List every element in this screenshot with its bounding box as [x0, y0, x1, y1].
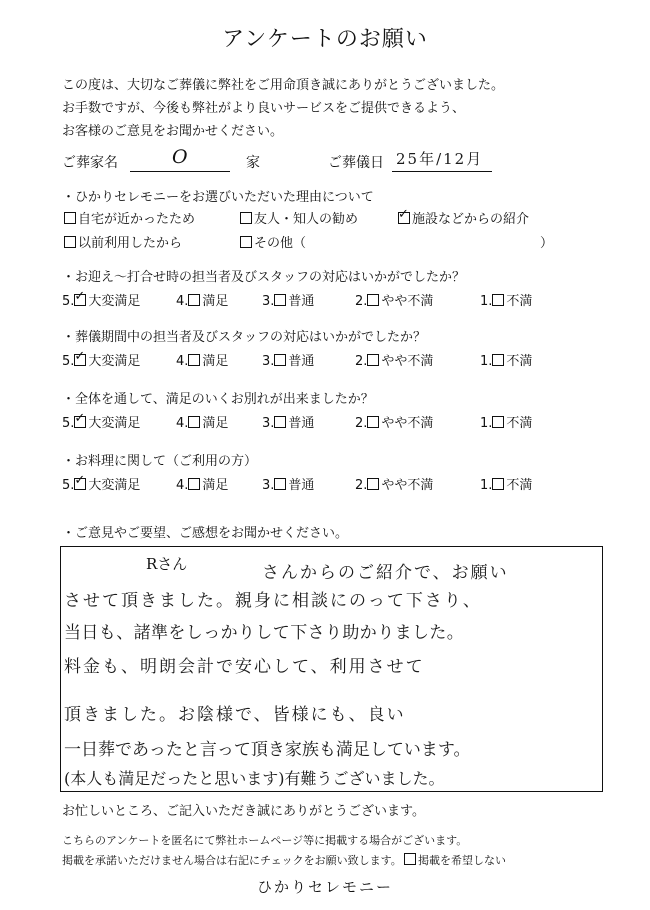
family-name-label: ご葬家名	[62, 155, 118, 171]
family-suffix: 家	[246, 155, 260, 171]
checkbox	[492, 478, 504, 490]
rating-3-option-1[interactable]: 1. 不満	[480, 416, 533, 431]
rating-1-option-1[interactable]: 1. 不満	[480, 294, 533, 309]
checkbox	[188, 294, 200, 306]
family-name-underline	[130, 171, 230, 172]
rating-2-option-4[interactable]: 4. 満足	[176, 354, 229, 369]
comment-line-6: 一日葬であったと言って頂き家族も満足しています。	[64, 740, 471, 760]
checkbox	[64, 212, 76, 224]
rating-1-option-2[interactable]: 2. やや不満	[355, 294, 434, 309]
checkbox	[240, 212, 252, 224]
rating-4-option-5[interactable]: 5.✓ 大変満足	[62, 474, 140, 493]
comment-name: Rさん	[146, 555, 188, 573]
company-name: ひかりセレモニー	[256, 878, 393, 896]
comments-heading: ・ご意見やご要望、ご感想をお聞かせください。	[62, 526, 349, 541]
intro-line-1: この度は、大切なご葬儀に弊社をご用命頂き誠にありがとうございました。	[62, 78, 505, 93]
checkbox	[367, 354, 379, 366]
rating-2-option-5[interactable]: 5.✓ 大変満足	[62, 350, 140, 369]
comment-line-3: 当日も、諸準をしっかりして下さり助かりました。	[64, 623, 465, 643]
checkbox	[188, 416, 200, 428]
comment-line-4: 料金も、明朗会計で安心して、利用させて	[64, 657, 425, 677]
checkbox	[404, 853, 416, 865]
rating-3-option-5[interactable]: 5.✓ 大変満足	[62, 412, 140, 431]
reason-other-close: ）	[540, 236, 554, 251]
checkbox	[367, 416, 379, 428]
checkbox-checked	[74, 416, 86, 428]
checkbox-checked	[74, 478, 86, 490]
page-title: アンケートのお願い	[222, 27, 428, 52]
checkbox	[367, 294, 379, 306]
reason-heading: ・ひかりセレモニーをお選びいただいた理由について	[62, 190, 374, 205]
checkbox-checked	[74, 354, 86, 366]
no-publish-option[interactable]: 掲載を希望しない	[404, 852, 506, 868]
rating-4-option-4[interactable]: 4. 満足	[176, 478, 229, 493]
checkbox	[274, 416, 286, 428]
comment-line-2: させて頂きました。親身に相談にのって下さり、	[64, 591, 482, 611]
rating-3-option-3[interactable]: 3. 普通	[262, 416, 315, 431]
rating-2-option-1[interactable]: 1. 不満	[480, 354, 533, 369]
notice-line-1: こちらのアンケートを匿名にて弊社ホームページ等に掲載する場合がございます。	[62, 834, 468, 847]
reason-option-near-home[interactable]: 自宅が近かったため	[64, 208, 195, 227]
checkbox-checked	[74, 294, 86, 306]
checkbox	[274, 354, 286, 366]
rating-1-option-5[interactable]: 5.✓ 大変満足	[62, 290, 140, 309]
family-name-value: O	[172, 146, 188, 168]
checkbox	[274, 294, 286, 306]
checkbox	[492, 416, 504, 428]
funeral-date-value: 25年/12月	[396, 150, 484, 168]
comment-line-5: 頂きました。お陰様で、皆様にも、良い	[64, 705, 406, 725]
notice-line-2: 掲載を承諾いただけません場合は右記にチェックをお願い致します。	[62, 854, 402, 867]
funeral-date-underline	[392, 171, 492, 172]
comment-line-1: さんからのご紹介で、お願い	[262, 563, 509, 583]
intro-line-2: お手数ですが、今後も弊社がより良いサービスをご提供できるよう、	[62, 101, 466, 116]
checkbox-checked	[398, 212, 410, 224]
checkbox	[492, 294, 504, 306]
funeral-date-label: ご葬儀日	[328, 155, 384, 171]
rating-1-option-4[interactable]: 4. 満足	[176, 294, 229, 309]
reason-option-friend[interactable]: 友人・知人の勧め	[240, 208, 358, 227]
checkbox	[64, 236, 76, 248]
checkbox	[367, 478, 379, 490]
checkbox	[240, 236, 252, 248]
checkbox	[188, 478, 200, 490]
checkbox	[492, 354, 504, 366]
rating-3-option-2[interactable]: 2. やや不満	[355, 416, 434, 431]
checkbox	[274, 478, 286, 490]
reason-option-used-before[interactable]: 以前利用したから	[64, 232, 182, 251]
rating-2-option-3[interactable]: 3. 普通	[262, 354, 315, 369]
rating-question-4: ・お料理に関して（ご利用の方）	[62, 454, 258, 469]
rating-question-1: ・お迎え～打合せ時の担当者及びスタッフの対応はいかがでしたか？	[62, 270, 466, 285]
rating-1-option-3[interactable]: 3. 普通	[262, 294, 315, 309]
comment-line-7: (本人も満足だったと思います)有難うございました。	[64, 769, 445, 788]
rating-2-option-2[interactable]: 2. やや不満	[355, 354, 434, 369]
rating-4-option-3[interactable]: 3. 普通	[262, 478, 315, 493]
reason-option-other[interactable]: その他（	[240, 232, 306, 251]
rating-3-option-4[interactable]: 4. 満足	[176, 416, 229, 431]
checkbox	[188, 354, 200, 366]
rating-question-3: ・全体を通して、満足のいくお別れが出来ましたか？	[62, 392, 374, 407]
intro-line-3: お客様のご意見をお聞かせください。	[62, 124, 284, 139]
rating-question-2: ・葬儀期間中の担当者及びスタッフの対応はいかがでしたか？	[62, 330, 427, 345]
thanks-text: お忙しいところ、ご記入いただき誠にありがとうございます。	[62, 804, 425, 819]
rating-4-option-1[interactable]: 1. 不満	[480, 478, 533, 493]
rating-4-option-2[interactable]: 2. やや不満	[355, 478, 434, 493]
reason-option-facility[interactable]: ✓ 施設などからの紹介	[398, 208, 529, 227]
